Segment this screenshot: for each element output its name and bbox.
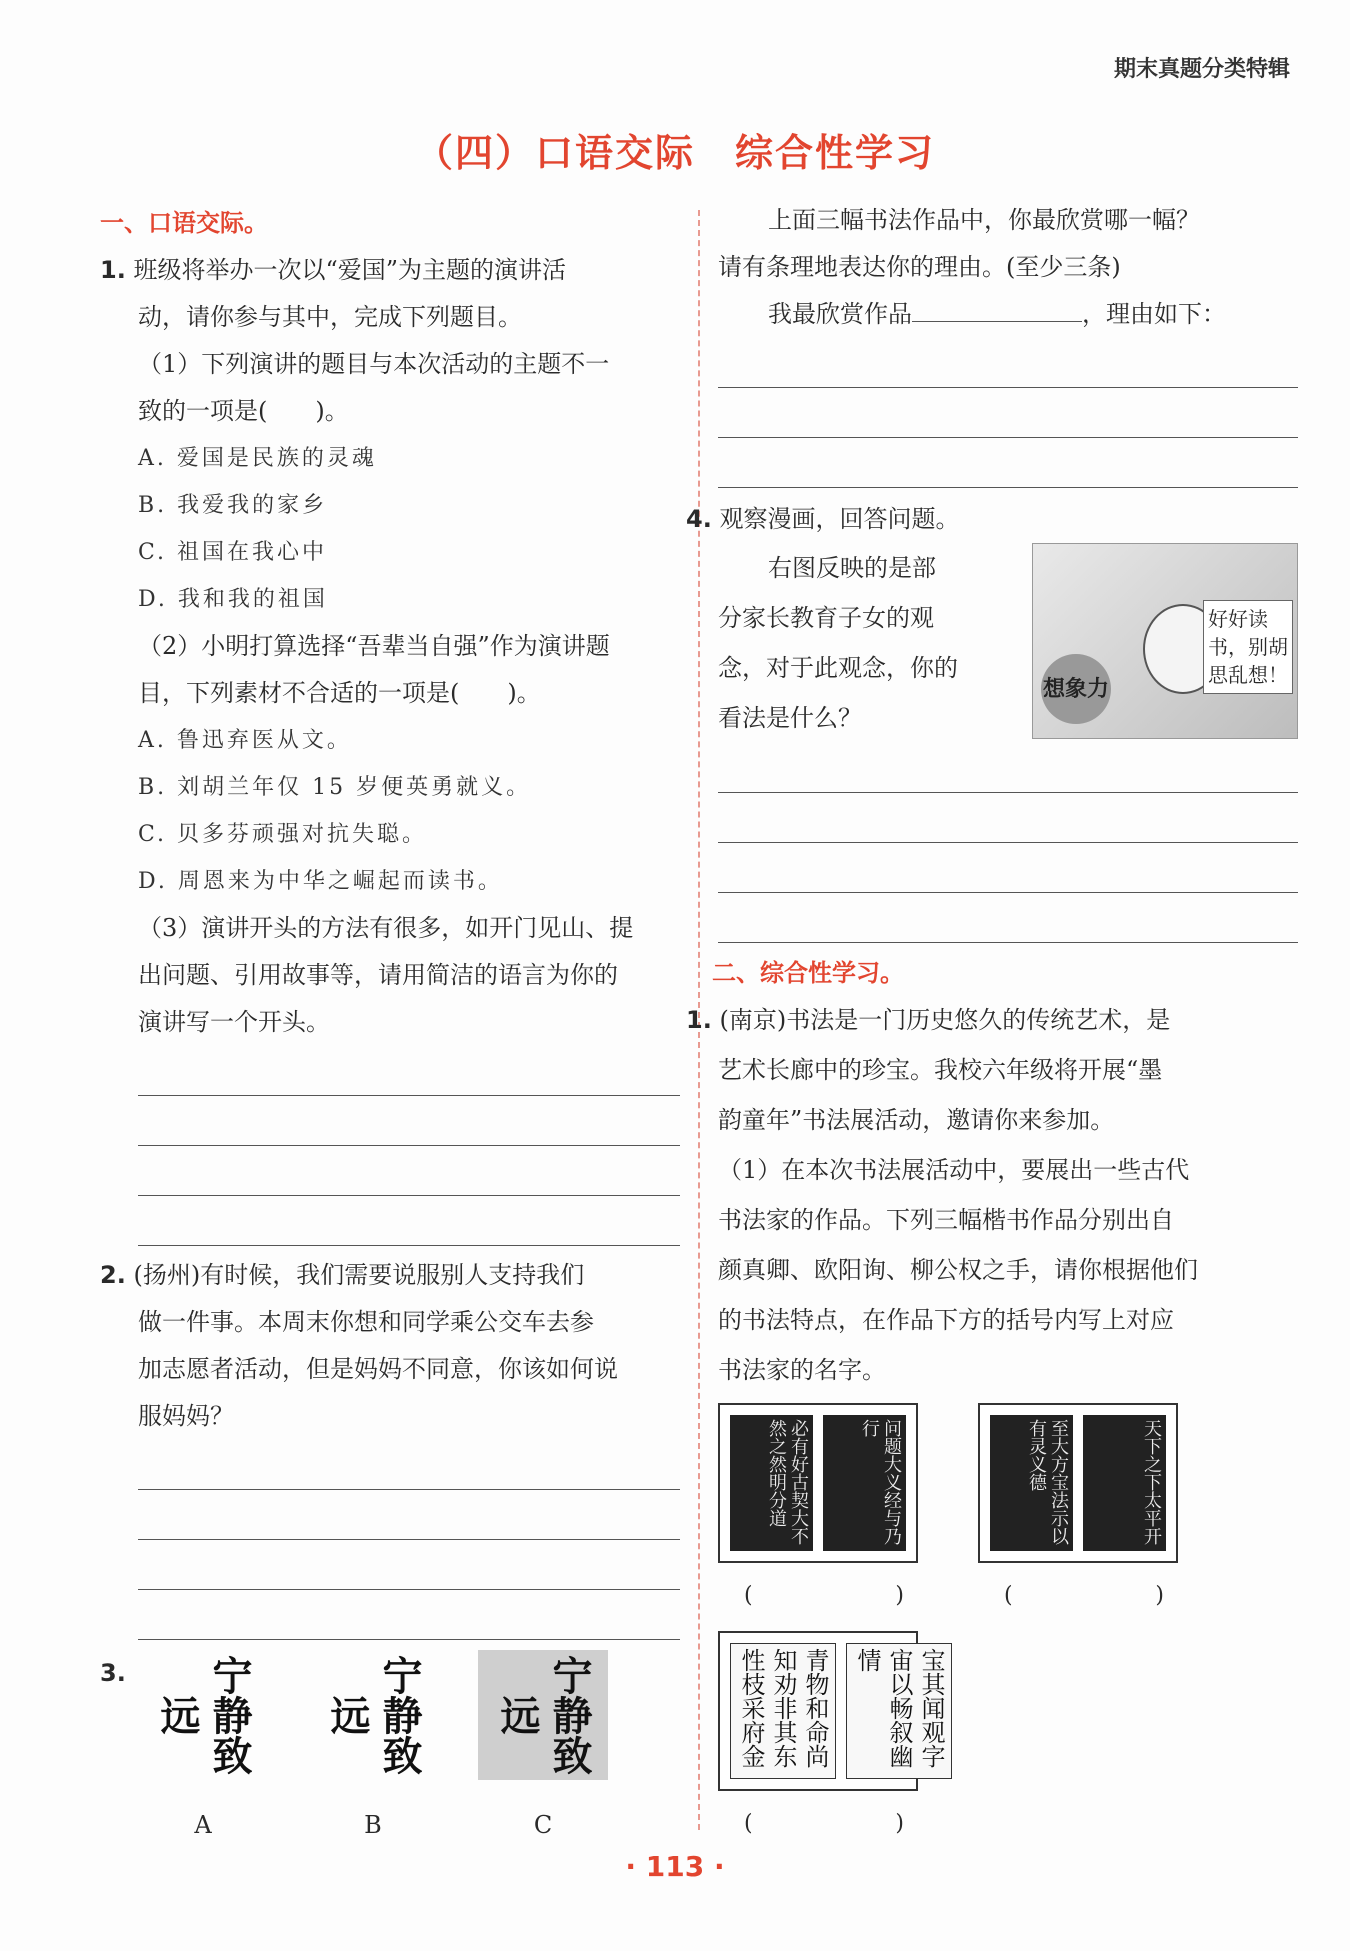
calligraphy-label-c: C bbox=[533, 1811, 553, 1839]
option-item: C. 贝多芬顽强对抗失聪。 bbox=[138, 822, 428, 847]
s2q1-line3: 韵童年”书法展活动，邀请你来参加。 bbox=[718, 1106, 1115, 1134]
answer-parentheses[interactable]: ( ) bbox=[744, 1811, 904, 1836]
stele-3-left: 青物和命尚知劝非其东性枝采府金 bbox=[730, 1643, 836, 1779]
option-item: D. 周恩来为中华之崛起而读书。 bbox=[138, 869, 503, 894]
answer-line[interactable] bbox=[138, 1440, 680, 1490]
stele-item-1 bbox=[718, 1403, 918, 1621]
title-part1: （四）口语交际 bbox=[414, 131, 695, 175]
stele-item-2 bbox=[978, 1403, 1178, 1621]
answer-line[interactable] bbox=[138, 1146, 680, 1196]
right-column bbox=[686, 205, 1298, 1849]
q4-line4: 看法是什么？ bbox=[718, 704, 862, 732]
calligraphy-image-b: 宁静致远 bbox=[324, 1655, 423, 1775]
q4-line1: 右图反映的是部 bbox=[768, 554, 936, 582]
section2-question-1 bbox=[686, 995, 1298, 1849]
q1-sub2-line1: （2）小明打算选择“吾辈当自强”作为演讲题 bbox=[138, 632, 610, 660]
s2q1-sub1-line1: （1）在本次书法展活动中，要展出一些古代 bbox=[718, 1156, 1190, 1184]
q1-stem-line1: 班级将举办一次以“爱国”为主题的演讲活 bbox=[133, 256, 567, 284]
s2q1-sub1-line4: 的书法特点，在作品下方的括号内写上对应 bbox=[718, 1306, 1174, 1334]
favorite-work-blank[interactable] bbox=[912, 296, 1082, 322]
q1-sub1-line2: 致的一项是( )。 bbox=[138, 397, 349, 425]
answer-line[interactable] bbox=[138, 1590, 680, 1640]
stele-image-2 bbox=[978, 1403, 1178, 1563]
s2q1-sub1-line3: 颜真卿、欧阳询、柳公权之手，请你根据他们 bbox=[718, 1256, 1198, 1284]
answer-parentheses[interactable]: ( ) bbox=[1004, 1583, 1164, 1608]
question-2 bbox=[100, 1252, 680, 1640]
stele-row bbox=[718, 1403, 1298, 1621]
q3-line1: 上面三幅书法作品中，你最欣赏哪一幅？ bbox=[768, 206, 1200, 234]
stele-image-1 bbox=[718, 1403, 918, 1563]
option-item: A. 鲁迅弃医从文。 bbox=[138, 728, 352, 753]
q3-line3-a: 我最欣赏作品 bbox=[768, 300, 912, 328]
question-3-continued bbox=[718, 197, 1298, 488]
calligraphy-image-c: 宁静致远 bbox=[478, 1650, 608, 1780]
s2q1-line2: 艺术长廊中的珍宝。我校六年级将开展“墨 bbox=[718, 1056, 1163, 1084]
answer-line[interactable] bbox=[138, 1096, 680, 1146]
q4-line2: 分家长教育子女的观 bbox=[718, 604, 934, 632]
page-number: · 113 · bbox=[625, 1850, 725, 1883]
calligraphy-work-c bbox=[478, 1650, 608, 1849]
q3-line3 bbox=[718, 291, 1298, 338]
q1-sub3-line1: （3）演讲开头的方法有很多，如开门见山、提 bbox=[138, 914, 634, 942]
q2-line4: 服妈妈？ bbox=[138, 1402, 234, 1430]
calligraphy-label-b: B bbox=[364, 1811, 382, 1839]
s2q1-sub1-line2: 书法家的作品。下列三幅楷书作品分别出自 bbox=[718, 1206, 1174, 1234]
q1-sub3-line3: 演讲写一个开头。 bbox=[138, 1008, 330, 1036]
comic-image bbox=[1032, 543, 1298, 739]
q1-number: 1. bbox=[100, 256, 126, 284]
stele-3-right: 宝其闻观字宙以畅叙幽情 bbox=[846, 1643, 952, 1779]
comic-cloud: 想象力 bbox=[1041, 654, 1111, 724]
stele-item-3 bbox=[718, 1631, 1298, 1849]
stele-image-3 bbox=[718, 1631, 945, 1791]
option-item: B. 我爱我的家乡 bbox=[138, 493, 328, 518]
q4-body bbox=[718, 543, 1298, 743]
stele-1-right: 问题大义经与乃行 bbox=[823, 1415, 906, 1551]
answer-line[interactable] bbox=[718, 893, 1298, 943]
q2-line3: 加志愿者活动，但是妈妈不同意，你该如何说 bbox=[138, 1355, 618, 1383]
s2q1-sub1-line5: 书法家的名字。 bbox=[718, 1356, 886, 1384]
header-tag: 期末真题分类特辑 bbox=[1113, 57, 1290, 82]
calligraphy-work-b bbox=[308, 1650, 438, 1849]
q1-sub1-line1: （1）下列演讲的题目与本次活动的主题不一 bbox=[138, 350, 610, 378]
q1-sub2-line2: 目，下列素材不合适的一项是( )。 bbox=[138, 679, 541, 707]
calligraphy-work-a bbox=[138, 1650, 268, 1849]
answer-line[interactable] bbox=[138, 1490, 680, 1540]
answer-line[interactable] bbox=[138, 1196, 680, 1246]
left-column bbox=[100, 205, 680, 1849]
page-title bbox=[0, 122, 1350, 177]
calligraphy-image-a: 宁静致远 bbox=[154, 1655, 253, 1775]
q1-sub3-line2: 出问题、引用故事等，请用简洁的语言为你的 bbox=[138, 961, 618, 989]
q3-line3-b: ，理由如下： bbox=[1082, 300, 1226, 328]
calligraphy-row bbox=[100, 1650, 680, 1849]
comic-speech-bubble: 好好读书，别胡思乱想！ bbox=[1203, 600, 1293, 694]
answer-line[interactable] bbox=[718, 843, 1298, 893]
calligraphy-label-a: A bbox=[194, 1811, 212, 1839]
stele-2-left: 至大方宝法示以有灵义德 bbox=[990, 1415, 1073, 1551]
question-4 bbox=[686, 496, 1298, 943]
option-item: C. 祖国在我心中 bbox=[138, 540, 328, 565]
answer-line[interactable] bbox=[138, 1046, 680, 1096]
option-item: B. 刘胡兰年仅 15 岁便英勇就义。 bbox=[138, 775, 532, 800]
question-1 bbox=[100, 247, 680, 1246]
s2q1-number: 1. bbox=[686, 1006, 712, 1034]
stele-1-left: 必有好古契大不然之然明分道 bbox=[730, 1415, 813, 1551]
q2-line1: (扬州)有时候，我们需要说服别人支持我们 bbox=[133, 1261, 585, 1289]
q3-line2: 请有条理地表达你的理由。(至少三条) bbox=[718, 253, 1121, 281]
answer-line[interactable] bbox=[718, 438, 1298, 488]
q3-number: 3. bbox=[100, 1659, 126, 1687]
answer-line[interactable] bbox=[718, 793, 1298, 843]
q4-line3: 念，对于此观念，你的 bbox=[718, 654, 958, 682]
option-item: A. 爱国是民族的灵魂 bbox=[138, 446, 377, 471]
q2-number: 2. bbox=[100, 1261, 126, 1289]
answer-parentheses[interactable]: ( ) bbox=[744, 1583, 904, 1608]
s2q1-line1: (南京)书法是一门历史悠久的传统艺术，是 bbox=[719, 1006, 1171, 1034]
q1-stem-line2: 动，请你参与其中，完成下列题目。 bbox=[138, 303, 522, 331]
section2-title: 二、综合性学习。 bbox=[712, 959, 904, 987]
answer-line[interactable] bbox=[138, 1540, 680, 1590]
stele-2-right: 天下之下太平开 bbox=[1083, 1415, 1166, 1551]
section1-title: 一、口语交际。 bbox=[100, 209, 268, 237]
option-item: D. 我和我的祖国 bbox=[138, 587, 328, 612]
question-3 bbox=[100, 1650, 680, 1849]
answer-line[interactable] bbox=[718, 338, 1298, 388]
title-part2: 综合性学习 bbox=[735, 131, 936, 175]
q4-stem: 观察漫画，回答问题。 bbox=[719, 505, 960, 533]
q4-number: 4. bbox=[686, 505, 712, 533]
q2-line2: 做一件事。本周末你想和同学乘公交车去参 bbox=[138, 1308, 594, 1336]
answer-line[interactable] bbox=[718, 743, 1298, 793]
answer-line[interactable] bbox=[718, 388, 1298, 438]
